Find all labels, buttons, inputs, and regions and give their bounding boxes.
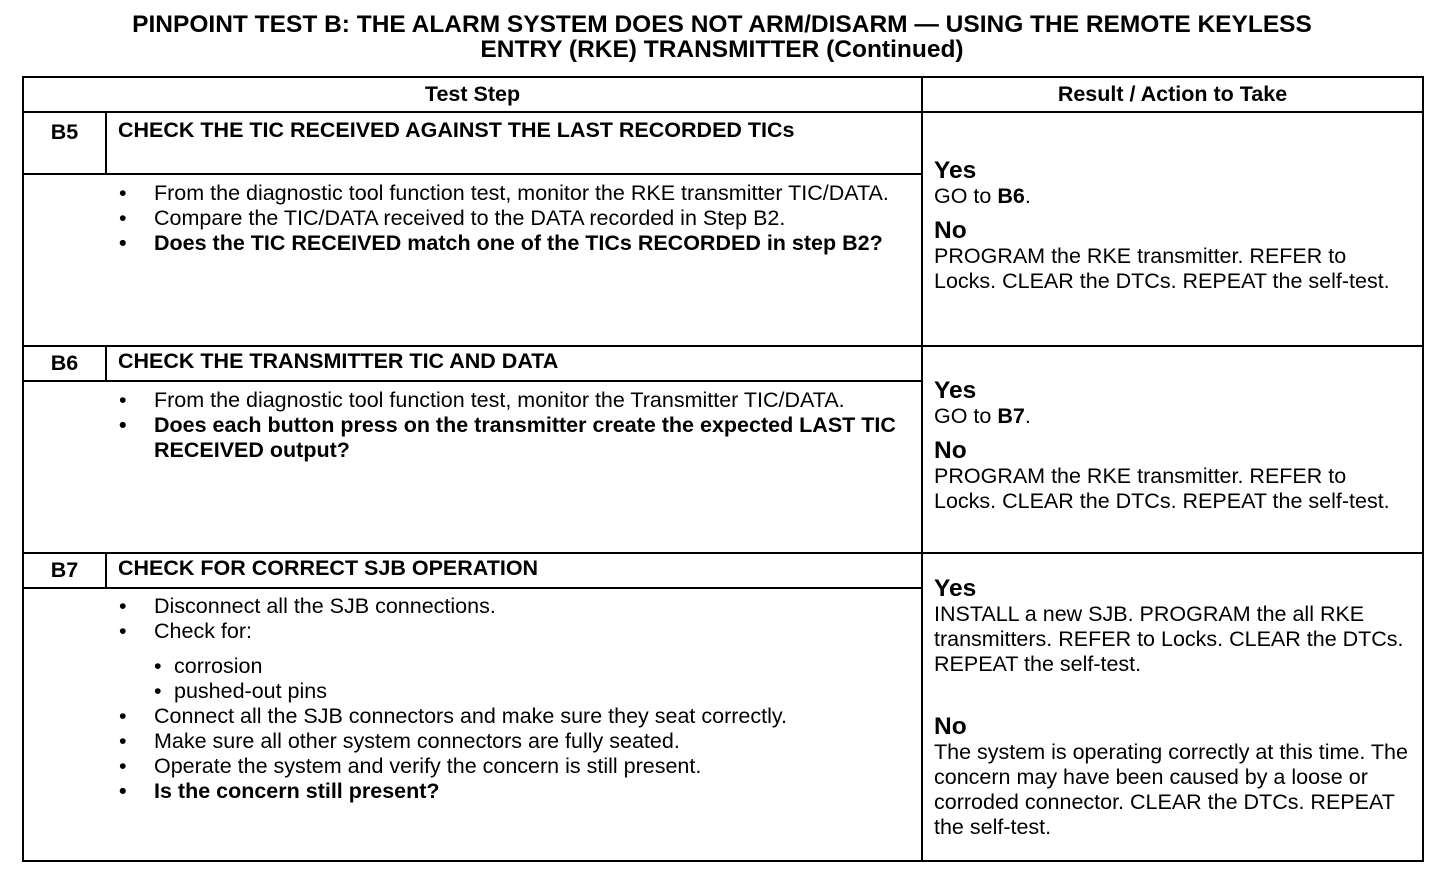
- yes-label-b6: Yes: [934, 377, 977, 404]
- sub-list-item: • pushed-out pins: [154, 679, 901, 704]
- list-item: • Make sure all other system connectors are fully seated.: [116, 729, 901, 754]
- sub-list-b7: [154, 654, 901, 704]
- step-body-b5: [106, 174, 922, 346]
- step-list-b6: [116, 388, 901, 463]
- step-body-b7: [106, 588, 922, 861]
- step-title-row-b5: [23, 112, 1423, 174]
- list-item: • Connect all the SJB connectors and make sure they seat correctly.: [116, 704, 901, 729]
- header-result: Result / Action to Take: [922, 77, 1423, 112]
- step-title-b6: CHECK THE TRANSMITTER TIC AND DATA: [106, 346, 922, 381]
- list-item: • Compare the TIC/DATA received to the DATA recorded in Step B2.: [116, 206, 901, 231]
- step-title-row-b7: [23, 553, 1423, 588]
- yes-label-b7: Yes: [934, 574, 977, 602]
- page-title: [0, 12, 1444, 62]
- step-list-b5: [116, 181, 901, 256]
- step-question-b6: • Does each button press on the transmitter create the expected LAST TIC RECEIVED output?: [116, 413, 901, 463]
- no-label-b5: No: [934, 216, 967, 244]
- step-id-b5: B5: [23, 112, 106, 174]
- no-text-b5: PROGRAM the RKE transmitter. REFER to Locks. CLEAR the DTCs. REPEAT the self-test.: [934, 243, 1390, 293]
- step-title-b7: CHECK FOR CORRECT SJB OPERATION: [106, 553, 922, 588]
- no-label-b6: No: [934, 437, 967, 464]
- list-item: • Disconnect all the SJB connections.: [116, 594, 901, 619]
- result-cell-b5: [922, 112, 1423, 346]
- yes-text-b5: GO to B6.: [934, 183, 1031, 208]
- list-item: • From the diagnostic tool function test, monitor the RKE transmitter TIC/DATA.: [116, 181, 901, 206]
- yes-label-b5: Yes: [934, 156, 977, 184]
- yes-text-b6: GO to B7.: [934, 404, 1031, 428]
- no-label-b7: No: [934, 712, 967, 740]
- table-header-row: [23, 77, 1423, 112]
- header-test-step: Test Step: [23, 77, 922, 112]
- sub-list-item: • corrosion: [154, 654, 901, 679]
- no-text-b6: PROGRAM the RKE transmitter. REFER to Locks. CLEAR the DTCs. REPEAT the self-test.: [934, 464, 1390, 513]
- step-question-b5: • Does the TIC RECEIVED match one of the TICs RECORDED in step B2?: [116, 231, 901, 256]
- list-item: • Check for: • corrosion • pushed-out pins: [116, 619, 901, 704]
- no-text-b7: The system is operating correctly at this time. The concern may have been caused by a loose or corroded connector. CLEAR the DTCs. REPEAT the self-test.: [934, 739, 1408, 839]
- step-list-b7: [116, 594, 901, 804]
- yes-ref-b5: B6: [997, 183, 1025, 208]
- title-line-2: ENTRY (RKE) TRANSMITTER (Continued): [480, 36, 964, 63]
- yes-ref-b6: B7: [997, 404, 1025, 428]
- step-title-row-b6: [23, 346, 1423, 381]
- step-id-b7: B7: [23, 553, 106, 588]
- step-body-b6: [106, 381, 922, 553]
- pinpoint-test-table: [22, 76, 1424, 862]
- yes-text-b7: INSTALL a new SJB. PROGRAM the all RKE transmitters. REFER to Locks. CLEAR the DTCs. REPEAT the self-test.: [934, 601, 1404, 676]
- title-line-1: PINPOINT TEST B: THE ALARM SYSTEM DOES NOT ARM/DISARM — USING THE REMOTE KEYLESS: [132, 11, 1312, 38]
- step-question-b7: • Is the concern still present?: [116, 779, 901, 804]
- list-item: • Operate the system and verify the concern is still present.: [116, 754, 901, 779]
- result-cell-b7: [922, 553, 1423, 861]
- list-item: • From the diagnostic tool function test, monitor the Transmitter TIC/DATA.: [116, 388, 901, 413]
- step-title-b5: CHECK THE TIC RECEIVED AGAINST THE LAST RECORDED TICs: [106, 112, 922, 174]
- step-id-b6: B6: [23, 346, 106, 381]
- result-cell-b6: [922, 346, 1423, 553]
